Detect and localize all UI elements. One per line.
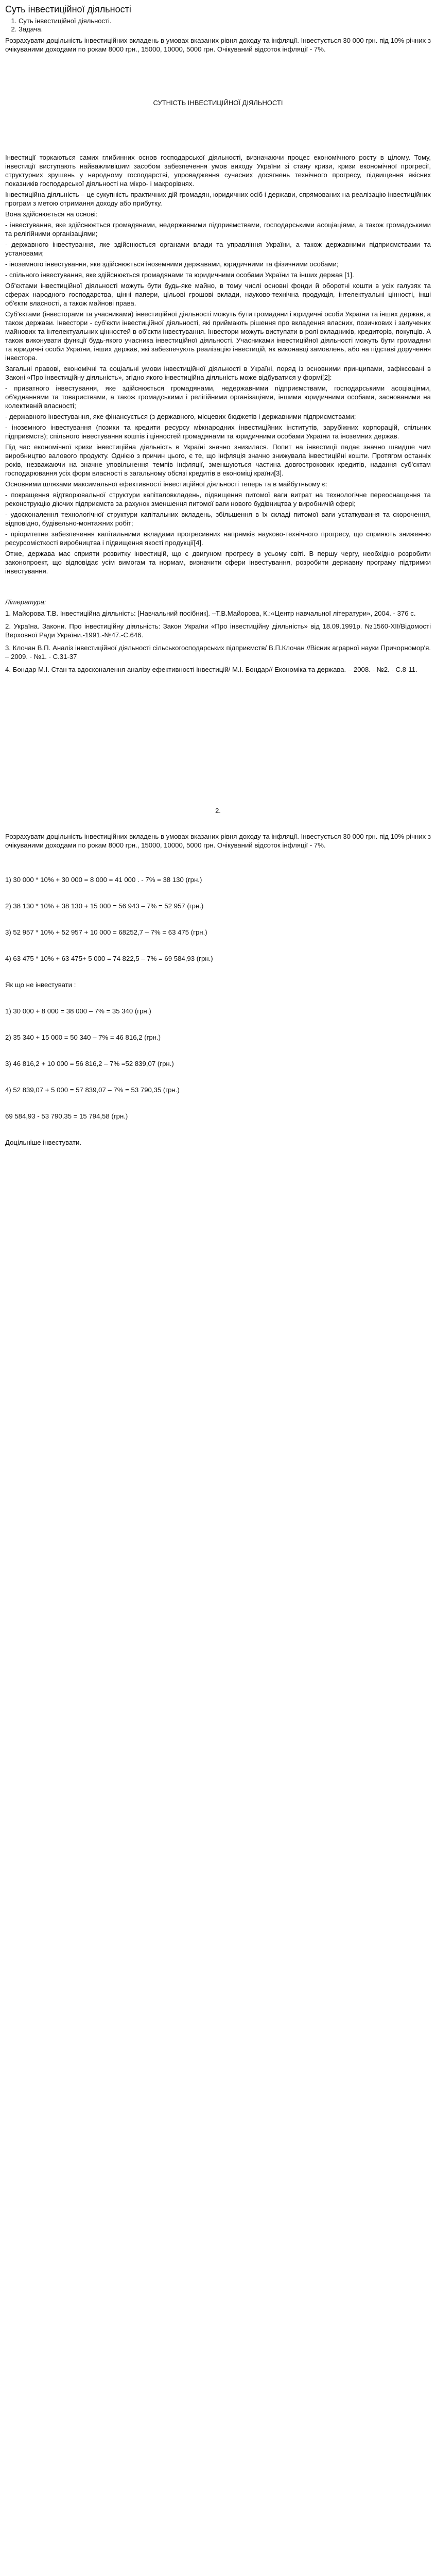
calc-line: 4) 63 475 * 10% + 63 475+ 5 000 = 74 822,5 – 7% = 69 584,93 (грн.) <box>5 955 213 962</box>
document-page <box>0 0 436 1164</box>
paragraph: - іноземного інвестування, яке здійснюється іноземними державами, юридичними та фізичними особами; <box>5 260 339 268</box>
paragraph: - покращення відтворювальної структури капіталовкладень, підвищення питомої ваги витрат на технологічне переоснащення та реконструкцію діючих підприємств за рахунок зменшення питомої ваги нового будівництва у виробничій сфері; <box>5 491 431 507</box>
literature-heading: Література: <box>5 598 46 606</box>
toc-item[interactable]: 2. Задача. <box>19 25 431 33</box>
paragraph: Інвестиції торкаються самих глибинних основ господарської діяльності, визначаючи процес економічного росту в цілому. Тому, інвестиції виступають найважливішим засобом забезпечення умов виходу України зі стану кризи, кризи економічної прогресії, структурних зрушень у народному господарстві, упровадження сучасних досягнень технічного прогресу, підвищення якісних показників господарської діяльності на мікро- і макрорівнях. <box>5 154 431 188</box>
paragraph: - державного інвестування, яке фінансується (з державного, місцевих бюджетів і державними підприємствами; <box>5 413 356 420</box>
paragraph: - іноземного інвестування (позики та кредити ресурсу міжнародних інвестиційних інститутів, зарубіжних корпорацій, спільних підприємств); спільного інвестування коштів і цінностей громадянами та юридичними особами України та іноземних держав. <box>5 423 431 440</box>
paragraph: Інвестиційна діяльність – це сукупність практичних дій громадян, юридичних осіб і держави, спрямованих на реалізацію інвестиційних програм з метою отримання доходу або прибутку. <box>5 191 431 207</box>
literature-item: 3. Клочан В.П. Аналіз інвестиційної діяльності сільськогосподарських підприємств/ В.П.Клочан //Вісник аграрної науки Причорномор'я. – 2009. - №1. - С.31-37 <box>5 644 431 660</box>
paragraph: Вона здійснюється на основі: <box>5 210 98 218</box>
task-number: 2. <box>215 807 221 815</box>
literature-list <box>5 598 431 674</box>
calc-line: 3) 52 957 * 10% + 52 957 + 10 000 = 68252,7 – 7% = 63 475 (грн.) <box>5 928 207 936</box>
section-title: СУТНІСТЬ ІНВЕСТИЦІЙНОЇ ДІЯЛЬНОСТІ <box>153 99 283 107</box>
literature-item: 2. Україна. Закони. Про інвестиційну діяльність: Закон України «Про інвестиційну діяльність» від 18.09.1991р. №1560-XII/Відомості Верховної Ради України.-1991.-№47.-С.646. <box>5 622 431 639</box>
page-title: Суть інвестиційної діяльності <box>5 4 131 14</box>
paragraph: - приватного інвестування, яке здійснюється громадянами, недержавними підприємствами, господарськими асоціаціями, об'єднаннями та товариствами, а також громадськими і релігійними організаціями, іншими юридичними особами, заснованими на колективній власності; <box>5 384 431 410</box>
difference-line: 69 584,93 - 53 790,35 = 15 794,58 (грн.) <box>5 1112 128 1120</box>
conclusion: Доцільніше інвестувати. <box>5 1139 82 1146</box>
literature-item: 4. Бондар М.І. Стан та вдосконалення аналізу ефективності інвестицій/ М.І. Бондар// Економіка та держава. – 2008. - №2. - С.8-11. <box>5 666 417 673</box>
main-text <box>5 153 431 575</box>
calc-line: 1) 30 000 * 10% + 30 000 = 8 000 = 41 000 . - 7% = 38 130 (грн.) <box>5 876 202 884</box>
paragraph: Під час економічної кризи інвестиційна діяльність в Україні значно знизилася. Попит на інвестиції падає значно швидше чим виробництво валового продукту. Однією з причин цього, є те, що інфляція значно знижувала інвестиційні кошти. Протягом останніх років, незважаючи на значне уповільнення темпів інфляції, зменшуються частина довгострокових кредитів, надання суб'єктам господарювання усіх форм власності в загальному обсязі кредитів в економіці країни[3]. <box>5 443 431 477</box>
no-invest-line: 2) 35 340 + 15 000 = 50 340 – 7% = 46 816,2 (грн.) <box>5 1033 161 1041</box>
calc-line: 2) 38 130 * 10% + 38 130 + 15 000 = 56 943 – 7% = 52 957 (грн.) <box>5 902 204 910</box>
paragraph: Отже, держава має сприяти розвитку інвестицій, що є двигуном прогресу в усьому світі. В першу чергу, необхідно розробити законопроект, що відповідає усім вимогам та нормам, визначити сфери інвестування, розробити державну програму підтримки інвестування. <box>5 550 431 575</box>
paragraph: Суб'єктами (інвесторами та учасниками) інвестиційної діяльності можуть бути громадяни і юридичні особи України та інших держав, а також держави. Інвестори - суб'єкти інвестиційної діяльності, які приймають рішення про вкладення власних, позичкових і залучених майнових та інтелектуальних цінностей в об'єкти інвестування. Інвестори можуть виступати в ролі вкладників, кредиторів, покупців. А також виконувати функції будь-якого учасника інвестиційної діяльності. Учасниками інвестиційної діяльності можуть бути громадяни та юридичні особи України, інших держав, які забезпечують реалізацію інвестицій, як виконавці замовлень, або на підставі доручення інвестора. <box>5 310 431 362</box>
no-invest-line: 1) 30 000 + 8 000 = 38 000 – 7% = 35 340 (грн.) <box>5 1007 151 1015</box>
task-statement: Розрахувати доцільність інвестиційних вкладень в умовах вказаних рівня доходу та інфляції. Інвестується 30 000 грн. під 10% річних з очікуваними доходами по рокам 8000 грн., 15000, 10000, 5000 грн. Очікуваний відсоток інфляції - 7%. <box>5 833 431 849</box>
paragraph: - інвестування, яке здійснюється громадянами, недержавними підприємствами, господарськими асоціаціями, а також громадськими та релігійними організаціями; <box>5 221 431 238</box>
paragraph: Об'єктами інвестиційної діяльності можуть бути будь-яке майно, в тому числі основні фонди й оборотні кошти в усіх галузях та сферах народного господарства, цінні папери, цільові грошові вклади, науково-технічна продукція, інтелектуальні цінності, інші об'єкти власності, а також майнові права. <box>5 282 431 307</box>
literature-item: 1. Майорова Т.В. Інвестиційна діяльність: [Навчальний посібник]. –Т.В.Майорова, К.:«Центр навчальної літератури», 2004. - 376 с. <box>5 609 416 617</box>
no-invest-line: 4) 52 839,07 + 5 000 = 57 839,07 – 7% = 53 790,35 (грн.) <box>5 1086 180 1094</box>
paragraph: - державного інвестування, яке здійснюється органами влади та управління України, а також державними підприємствами та установами; <box>5 241 431 257</box>
no-invest-line: 3) 46 816,2 + 10 000 = 56 816,2 – 7% =52 839,07 (грн.) <box>5 1060 174 1067</box>
paragraph: - удосконалення технологічної структури капітальних вкладень, збільшення в їх складі питомої ваги устаткування та скорочення, відповідно, будівельно-монтажних робіт; <box>5 511 431 527</box>
paragraph: - спільного інвестування, яке здійснюється громадянами та юридичними особами України та інших держав [1]. <box>5 271 354 279</box>
calculation-block <box>5 875 431 1147</box>
task-intro: Розрахувати доцільність інвестиційних вкладень в умовах вказаних рівня доходу та інфляції. Інвестується 30 000 грн. під 10% річних з очікуваними доходами по рокам 8000 грн., 15000, 10000, 5000 грн. Очікуваний відсоток інфляції - 7%. <box>5 37 431 53</box>
paragraph: Загальні правові, економічні та соціальні умови інвестиційної діяльності в Україні, поряд із основними принципами, зафіксовані в Законі «Про інвестиційну діяльність», згідно якого інвестиційна діяльність може відбуватися у формі[2]: <box>5 365 431 381</box>
paragraph: - пріоритетне забезпечення капітальними вкладами прогресивних напрямків науково-технічного прогресу, що сприяють зниженню ресурсомісткості виробництва і підвищення якості продукції[4]. <box>5 530 431 547</box>
no-invest-heading: Як що не інвестувати : <box>5 981 76 989</box>
toc-item[interactable]: 1. Суть інвестиційної діяльності. <box>19 17 431 25</box>
paragraph: Основними шляхами максимальної ефективності інвестиційної діяльності теперь та в майбутньому є: <box>5 480 327 488</box>
table-of-contents <box>5 17 431 33</box>
